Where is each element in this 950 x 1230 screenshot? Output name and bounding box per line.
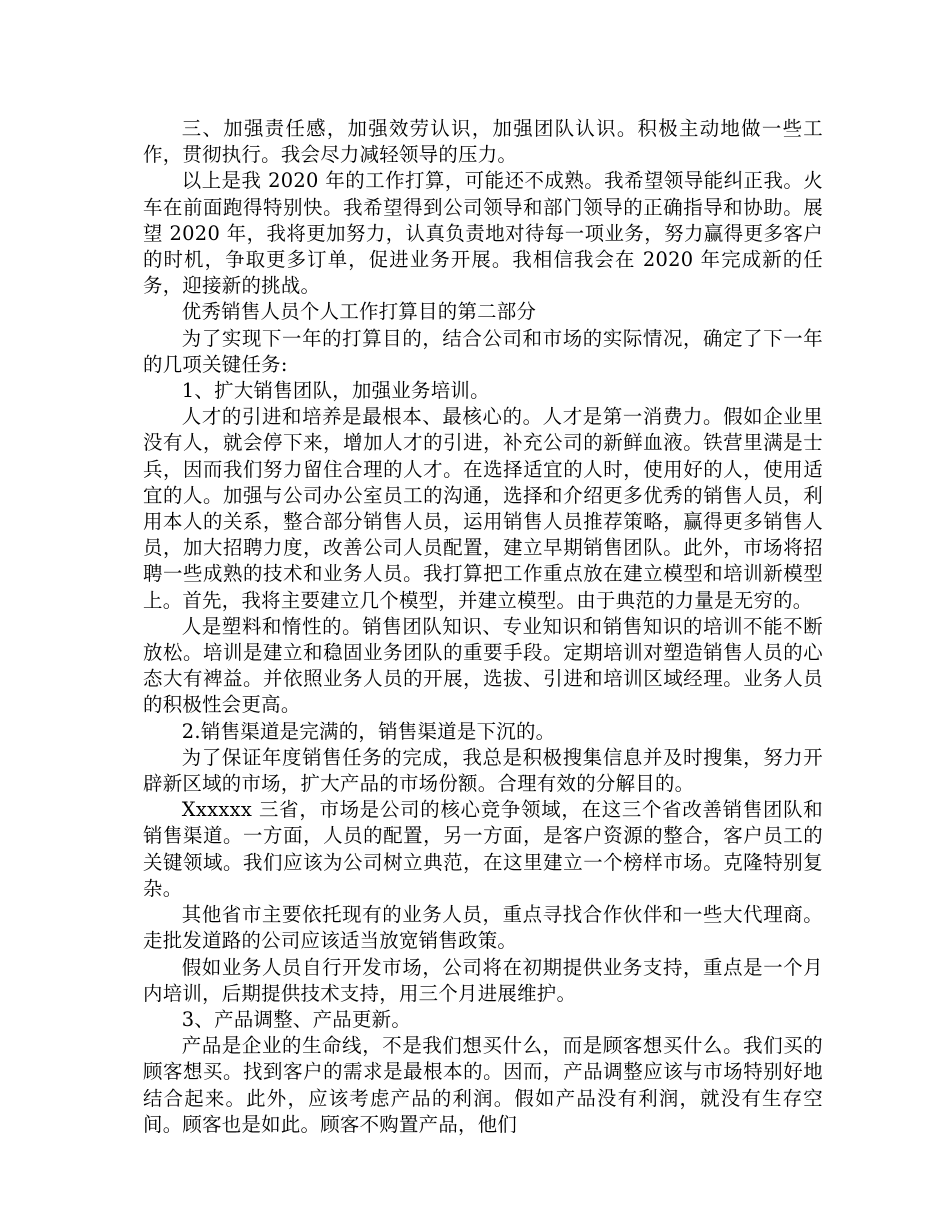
item-heading-sales-team: 1、扩大销售团队，加强业务培训。 (181, 379, 490, 403)
paragraph-product-lifeline: 产品是企业的生命线，不是我们想买什么，而是顾客想买什么。我们买的顾客想买。找到客户的需求是最根本的。因而，产品调整应该与市场特别好地结合起来。此外，应该考虑产品的利润。假如产品没有利润，就没有生存空间。顾客也是如此。顾客不购置产品，他们 (143, 1034, 823, 1136)
paragraph-market-support: 假如业务人员自行开发市场，公司将在初期提供业务支持，重点是一个月内培训，后期提供技术支持，用三个月进展维护。 (143, 955, 823, 1005)
document-body (143, 116, 823, 1138)
paragraph-training: 人是塑料和惰性的。销售团队知识、专业知识和销售知识的培训不能不断放松。培训是建立和稳固业务团队的重要手段。定期培训对塑造销售人员的心态大有裨益。并依照业务人员的开展，选拔、引进和培训区域经理。业务人员的积极性会更高。 (143, 614, 823, 717)
item-heading-sales-channels: 2.销售渠道是完满的，销售渠道是下沉的。 (181, 719, 556, 743)
paragraph-other-provinces: 其他省市主要依托现有的业务人员，重点寻找合作伙伴和一些大代理商。走批发道路的公司应该适当放宽销售政策。 (143, 903, 823, 953)
item-heading-product-adjustment: 3、产品调整、产品更新。 (181, 1007, 412, 1031)
paragraph-key-tasks-intro: 为了实现下一年的打算目的，结合公司和市场的实际情况，确定了下一年的几项关键任务: (143, 326, 823, 376)
section-heading-part-two: 优秀销售人员个人工作打算目的第二部分 (181, 300, 537, 324)
paragraph-three-provinces: Xxxxxx 三省，市场是公司的核心竞争领域，在这三个省改善销售团队和销售渠道。一方面，人员的配置，另一方面，是客户资源的整合，客户员工的关键领域。我们应该为公司树立典范，在这里建立一个榜样市场。克隆特别复杂。 (143, 798, 823, 900)
paragraph-talent: 人才的引进和培养是最根本、最核心的。人才是第一消费力。假如企业里没有人，就会停下来，增加人才的引进，补充公司的新鲜血液。铁营里满是士兵，因而我们努力留住合理的人才。在选择适宜的人时，使用好的人，使用适宜的人。加强与公司办公室员工的沟通，选择和介绍更多优秀的销售人员，利用本人的关系，整合部分销售人员，运用销售人员推荐策略，赢得更多销售人员，加大招聘力度，改善公司人员配置，建立早期销售团队。此外，市场将招聘一些成熟的技术和业务人员。我打算把工作重点放在建立模型和培训新模型上。首先，我将主要建立几个模型，并建立模型。由于典范的力量是无穷的。 (143, 405, 823, 612)
paragraph-2020-plan: 以上是我 2020 年的工作打算，可能还不成熟。我希望领导能纠正我。火车在前面跑得特别快。我希望得到公司领导和部门领导的正确指导和协助。展望 2020 年，我将更加努力，认真负责地对待每一项业务，努力赢得更多客户的时机，争取更多订单，促进业务开展。我相信我会在 2020 年完成新的任务，迎接新的挑战。 (143, 169, 823, 298)
paragraph-responsibility: 三、加强责任感，加强效劳认识，加强团队认识。积极主动地做一些工作，贯彻执行。我会尽力减轻领导的压力。 (143, 117, 823, 167)
paragraph-annual-tasks: 为了保证年度销售任务的完成，我总是积极搜集信息并及时搜集，努力开辟新区域的市场，扩大产品的市场份额。合理有效的分解目的。 (143, 745, 823, 796)
